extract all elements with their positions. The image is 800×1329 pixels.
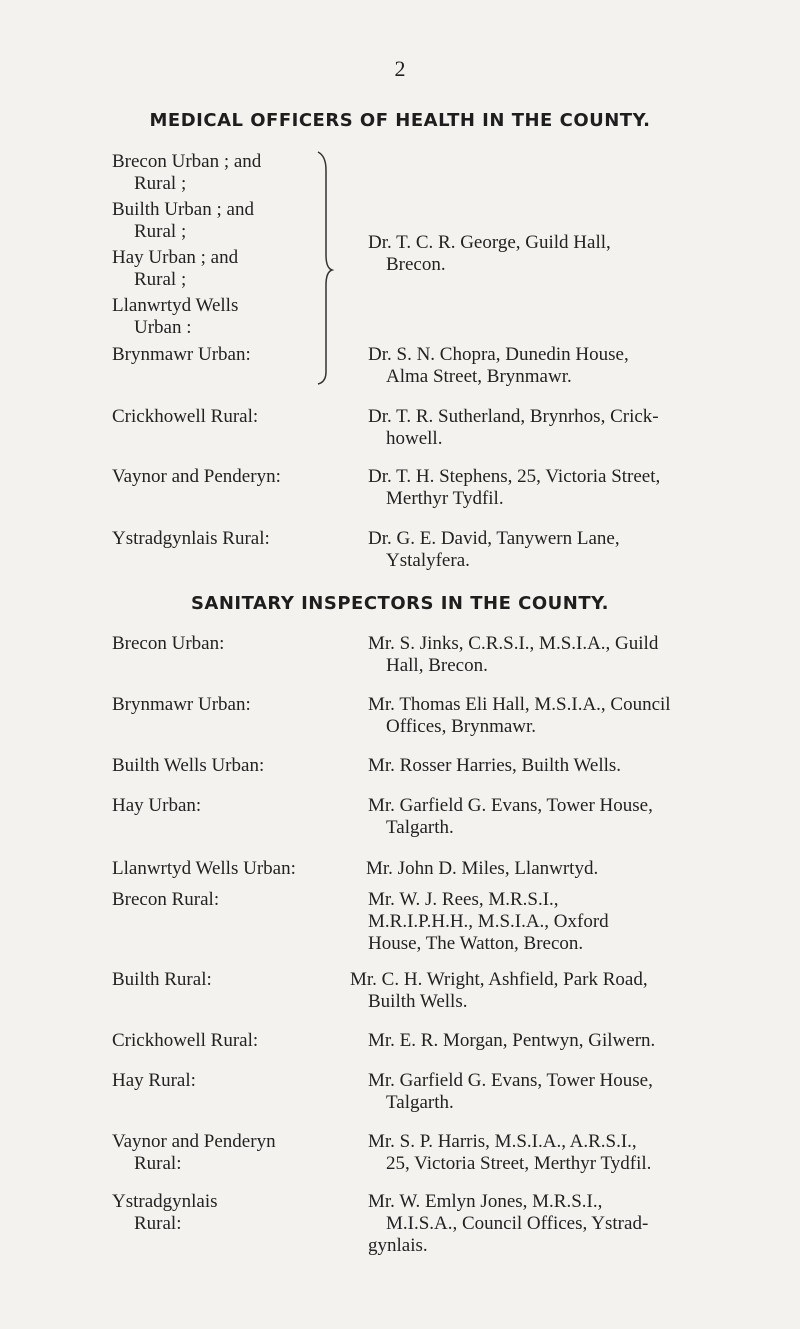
inspector-line: Mr. Garfield G. Evans, Tower House, <box>368 1070 653 1091</box>
officer-line: Merthyr Tydfil. <box>386 488 504 509</box>
area-label: Hay Rural: <box>112 1070 196 1091</box>
area-label: Vaynor and Penderyn <box>112 1131 276 1152</box>
area-line: Rural ; <box>134 269 187 290</box>
inspector-line: House, The Watton, Brecon. <box>368 933 584 954</box>
area-line: Urban : <box>134 317 192 338</box>
area-label: Vaynor and Penderyn: <box>112 466 281 487</box>
inspector-line: Mr. E. R. Morgan, Pentwyn, Gilwern. <box>368 1030 656 1051</box>
inspector-line: Builth Wells. <box>368 991 468 1012</box>
area-label: Brecon Urban: <box>112 633 225 654</box>
page-number: 2 <box>394 56 406 81</box>
area-line: Llanwrtyd Wells <box>112 295 239 316</box>
officer-line: Ystalyfera. <box>386 550 470 571</box>
area-label: Crickhowell Rural: <box>112 406 259 427</box>
officer-line: Alma Street, Brynmawr. <box>386 366 572 387</box>
officer-line: Dr. T. H. Stephens, 25, Victoria Street, <box>368 466 661 487</box>
area-label: Crickhowell Rural: <box>112 1030 259 1051</box>
officer-line: howell. <box>386 428 443 449</box>
inspector-line: Talgarth. <box>386 1092 454 1113</box>
inspector-line: M.R.I.P.H.H., M.S.I.A., Oxford <box>368 911 609 932</box>
area-label: Rural: <box>134 1153 182 1174</box>
area-label: Brynmawr Urban: <box>112 344 251 365</box>
inspector-line: Mr. Thomas Eli Hall, M.S.I.A., Council <box>368 694 671 715</box>
area-label: Hay Urban: <box>112 795 202 816</box>
area-label: Ystradgynlais Rural: <box>112 528 270 549</box>
officer-line: Dr. G. E. David, Tanywern Lane, <box>368 528 620 549</box>
area-label: Rural: <box>134 1213 182 1234</box>
area-label: Brecon Rural: <box>112 889 220 910</box>
officer-line: Dr. S. N. Chopra, Dunedin House, <box>368 344 629 365</box>
inspector-line: gynlais. <box>368 1235 428 1256</box>
sanitary-inspectors-heading: SANITARY INSPECTORS IN THE COUNTY. <box>190 593 610 614</box>
medical-officers-heading: MEDICAL OFFICERS OF HEALTH IN THE COUNTY. <box>149 110 651 131</box>
area-label: Ystradgynlais <box>112 1191 218 1212</box>
area-line: Brecon Urban ; and <box>112 151 262 172</box>
inspector-line: Talgarth. <box>386 817 454 838</box>
inspector-line: Mr. S. P. Harris, M.S.I.A., A.R.S.I., <box>368 1131 637 1152</box>
area-label: Brynmawr Urban: <box>112 694 251 715</box>
area-label: Llanwrtyd Wells Urban: <box>112 858 296 879</box>
area-line: Builth Urban ; and <box>112 199 254 220</box>
officer-line: Dr. T. C. R. George, Guild Hall, <box>368 232 611 253</box>
inspector-line: Hall, Brecon. <box>386 655 488 676</box>
area-line: Hay Urban ; and <box>112 247 239 268</box>
inspector-line: Mr. Garfield G. Evans, Tower House, <box>368 795 653 816</box>
officer-line: Dr. T. R. Sutherland, Brynrhos, Crick- <box>368 406 659 427</box>
area-line: Rural ; <box>134 173 187 194</box>
area-label: Builth Wells Urban: <box>112 755 265 776</box>
inspector-line: Mr. W. J. Rees, M.R.S.I., <box>368 889 559 910</box>
inspector-line: M.I.S.A., Council Offices, Ystrad- <box>386 1213 649 1234</box>
inspector-line: Mr. W. Emlyn Jones, M.R.S.I., <box>368 1191 603 1212</box>
inspector-line: 25, Victoria Street, Merthyr Tydfil. <box>386 1153 652 1174</box>
inspector-line: Offices, Brynmawr. <box>386 716 537 737</box>
inspector-line: Mr. S. Jinks, C.R.S.I., M.S.I.A., Guild <box>368 633 659 654</box>
area-label: Builth Rural: <box>112 969 212 990</box>
grouping-brace <box>314 150 338 386</box>
inspector-line: Mr. C. H. Wright, Ashfield, Park Road, <box>350 969 648 990</box>
inspector-line: Mr. Rosser Harries, Builth Wells. <box>368 755 622 776</box>
area-line: Rural ; <box>134 221 187 242</box>
inspector-line: Mr. John D. Miles, Llanwrtyd. <box>366 858 599 879</box>
officer-line: Brecon. <box>386 254 446 275</box>
